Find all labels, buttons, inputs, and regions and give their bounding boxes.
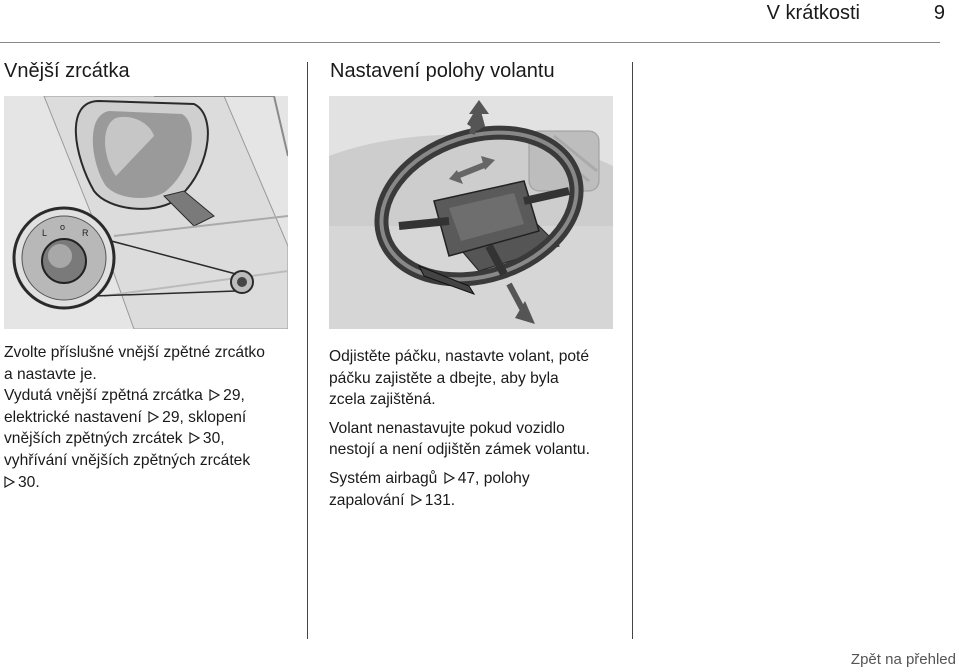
mirror-text [4,342,304,493]
paragraph [329,346,629,411]
page-ref-link[interactable]: 30. [18,473,40,491]
text-fragment: vnějších zpětných zrcátek [4,430,183,448]
page-ref-arrow-icon [148,411,159,423]
page-ref-link[interactable]: 131. [424,491,456,509]
page-ref-link[interactable]: 30, [202,430,225,448]
steering-text [329,346,629,518]
steering-wheel-adjust-illustration-icon [329,96,613,329]
svg-text:R: R [82,228,89,238]
text-line: zcela zajištěná. [329,391,436,409]
page-ref-arrow-icon [189,432,200,444]
text-line: Odjistěte páčku, nastavte volant, poté [329,348,590,365]
mirror-adjust-figure [4,96,288,329]
svg-text:L: L [42,228,48,238]
text-line: a nastavte je. [4,365,97,383]
column-divider-right [632,62,633,639]
paragraph [329,468,629,511]
text-fragment: elektrické nastavení [4,408,142,426]
text-line: Zvolte příslušné vnější zpětné zrcátko [4,344,265,361]
text-line: Volant nenastavujte pokud vozidlo [329,419,565,437]
section-heading-mirrors: Vnější zrcátka [4,60,130,82]
text-line: nestojí a není odjištěn zámek volantu. [329,441,590,459]
page-ref-link[interactable]: 29, [223,387,245,405]
text-fragment: zapalování [329,491,405,509]
text-line: vyhřívání vnějších zpětných zrcátek [4,451,251,469]
section-heading-steering: Nastavení polohy volantu [330,60,555,82]
text-line: páčku zajistěte a dbejte, aby byla [329,369,559,387]
mirror-adjust-illustration-icon [4,96,288,329]
svg-text:o: o [60,222,66,232]
header-rule [0,42,940,43]
steering-adjust-figure [329,96,613,329]
page-ref-arrow-icon [444,472,455,484]
back-to-overview-link[interactable]: Zpět na přehled [850,651,956,668]
page-ref-link[interactable]: 47, polohy [457,469,530,487]
running-header-title: V krátkosti [766,2,860,24]
text-fragment: Vydutá vnější zpětná zrcátka [4,387,203,405]
page-ref-arrow-icon [411,494,422,506]
page-ref-arrow-icon [209,389,220,401]
column-divider-left [307,62,308,639]
page-ref-link[interactable]: 29, sklopení [162,408,247,426]
page-ref-arrow-icon [4,476,15,488]
page-number: 9 [933,2,945,24]
text-fragment: Systém airbagů [329,469,438,487]
paragraph [329,418,629,461]
